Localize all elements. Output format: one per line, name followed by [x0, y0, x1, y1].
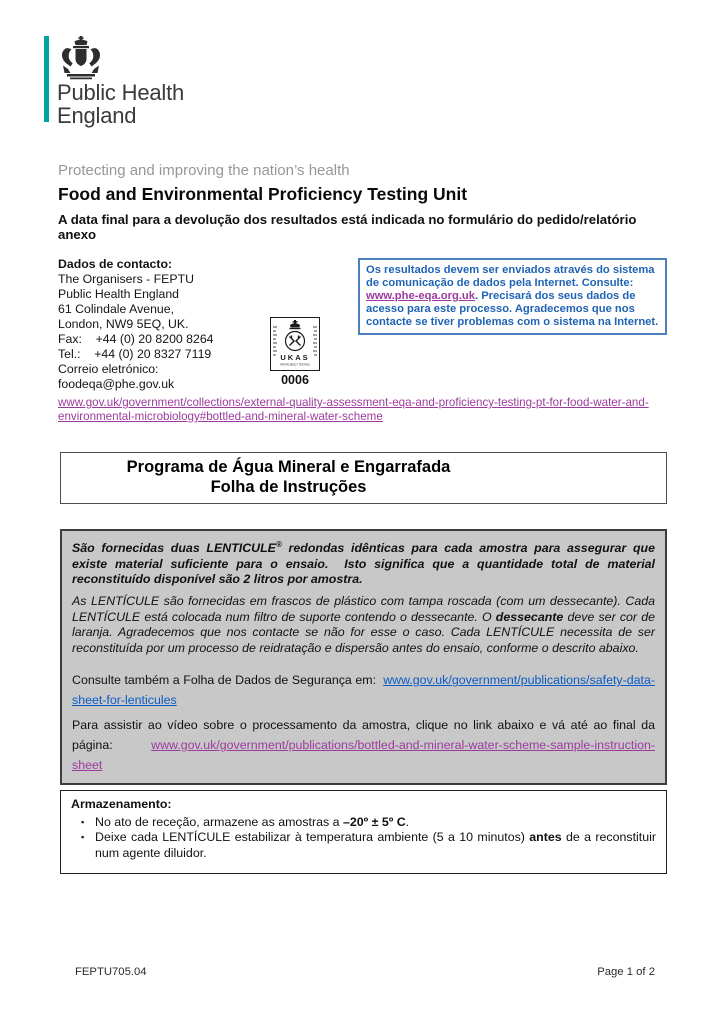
ukas-accreditation-mark-icon — [270, 317, 320, 371]
p3-text: Consulte também a Folha de Dados de Segurança em: — [72, 673, 384, 688]
contact-line: London, NW9 5EQ, UK. — [58, 317, 189, 331]
scheme-title-line2: Folha de Instruções — [210, 477, 367, 496]
storage-item-2 — [71, 830, 656, 861]
contact-line-tel: Tel.: +44 (0) 20 8327 7119 — [58, 347, 212, 361]
phe-logo-line2: England — [57, 103, 137, 128]
contact-line: The Organisers - FEPTU — [58, 272, 194, 286]
footer-page-number: Page 1 of 2 — [597, 966, 655, 978]
p2-bold-desiccant: dessecante — [495, 609, 564, 624]
bullet-icon: ▪ — [81, 816, 85, 827]
scheme-collection-link-wrap — [58, 396, 668, 424]
safety-data-sheet-link[interactable]: www.gov.uk/government/publications/safety-data-sheet-for-lenticules — [72, 673, 655, 708]
contact-email: foodeqa@phe.gov.uk — [58, 377, 175, 391]
contact-line-email-label: Correio eletrónico: — [58, 362, 159, 376]
video-instruction-link[interactable]: www.gov.uk/government/publications/bottled-and-mineral-water-scheme-sample-instruction-sheet — [72, 738, 655, 773]
paragraph-video — [72, 715, 655, 775]
scheme-collection-link[interactable]: www.gov.uk/government/collections/external-quality-assessment-eqa-and-proficiency-testing-pt-for-food-water-and-environmental-microbiology#bottled-and-mineral-water-scheme — [58, 396, 649, 423]
phe-eqa-link[interactable]: www.phe-eqa.org.uk — [366, 290, 475, 302]
phe-tagline: Protecting and improving the nation’s health — [58, 162, 350, 179]
contact-label: Dados de contacto: — [58, 257, 173, 271]
storage-heading: Armazenamento: — [71, 797, 172, 811]
p1-text: São fornecidas duas LENTICULE — [72, 541, 276, 556]
notice-text-after: . Precisará dos seus dados de acesso para este processo. Agradecemos que nos contacte se tiver problemas com o sistema na Internet. — [366, 290, 659, 328]
contact-line: Public Health England — [58, 287, 179, 301]
p2-text: As LENTÍCULE são fornecidas em frascos de plástico com tampa roscada (com um dessecante). Cada LENTÍCULE está colocada num filtro de suporte contendo o dessecante. O — [72, 593, 655, 624]
phe-logo-teal-bar — [44, 36, 49, 122]
bullet-icon: ▪ — [81, 832, 85, 842]
phe-logo-wordmark — [57, 81, 184, 127]
storage-item-2-text — [95, 830, 656, 861]
storage-item-1 — [71, 815, 656, 831]
paragraph-sample-supply — [72, 537, 655, 588]
scheme-title-box — [60, 452, 667, 504]
ukas-number: 0006 — [281, 373, 309, 387]
p2-text-after: deve ser cor de laranja. Agradecemos que nos contacte se não for esse o caso. Cada LENTÍCULE necessita de ser reconstituída por um processo de reidratação e dispersão antes do ensaio, conforme o descrito abaixo. — [72, 609, 655, 655]
contact-line-fax: Fax: +44 (0) 20 8200 8264 — [58, 332, 214, 346]
deadline-subtitle: A data final para a devolução dos resultados está indicada no formulário do pedido/relatório anexo — [58, 212, 637, 242]
instructions-box — [60, 529, 667, 785]
phe-logo-line1: Public Health — [57, 80, 185, 105]
item2-bold-antes: antes — [529, 830, 562, 844]
footer-doc-ref: FEPTU705.04 — [75, 966, 147, 978]
notice-text-before: Os resultados devem ser enviados através do sistema de comunicação de dados pela Internet. Consulte: — [366, 264, 655, 289]
internet-results-notice-box — [358, 258, 667, 335]
registered-trademark-symbol: ® — [275, 540, 282, 549]
item1-text: No ato de receção, armazene as amostras a — [95, 814, 343, 829]
svg-text:PROFICIENCY TESTING: PROFICIENCY TESTING — [280, 363, 310, 367]
scheme-title-line1: Programa de Água Mineral e Engarrafada — [126, 458, 451, 476]
p4-text: Para assistir ao vídeo sobre o processamento da amostra, clique no link abaixo e vá até ao final da página: — [72, 718, 655, 753]
item1-text-after: . — [405, 814, 410, 829]
svg-text:UKAS: UKAS — [280, 353, 310, 362]
contact-line: 61 Colindale Avenue, — [58, 302, 175, 316]
storage-item-1-text — [95, 815, 656, 831]
scheme-title — [61, 458, 666, 497]
paragraph-lenticule-info — [72, 594, 655, 656]
item2-text: Deixe cada LENTÍCULE estabilizar à temperatura ambiente (5 a 10 minutos) — [95, 830, 530, 844]
royal-coat-of-arms-icon — [57, 35, 105, 81]
item1-temperature: –20º ± 5º C — [342, 814, 406, 829]
p1-text-after: redondas idênticas para cada amostra para assegurar que existe material suficiente para o ensaio. Isto significa que a quantidade total de material reconstituído disponível são 2 litros por amostra. — [72, 541, 655, 587]
page-title: Food and Environmental Proficiency Testing Unit — [58, 184, 468, 204]
storage-box — [60, 790, 667, 874]
paragraph-safety-sheet — [72, 670, 655, 710]
item2-text-after: de a reconstituir num agente diluidor. — [95, 830, 656, 860]
contact-block — [58, 257, 214, 392]
